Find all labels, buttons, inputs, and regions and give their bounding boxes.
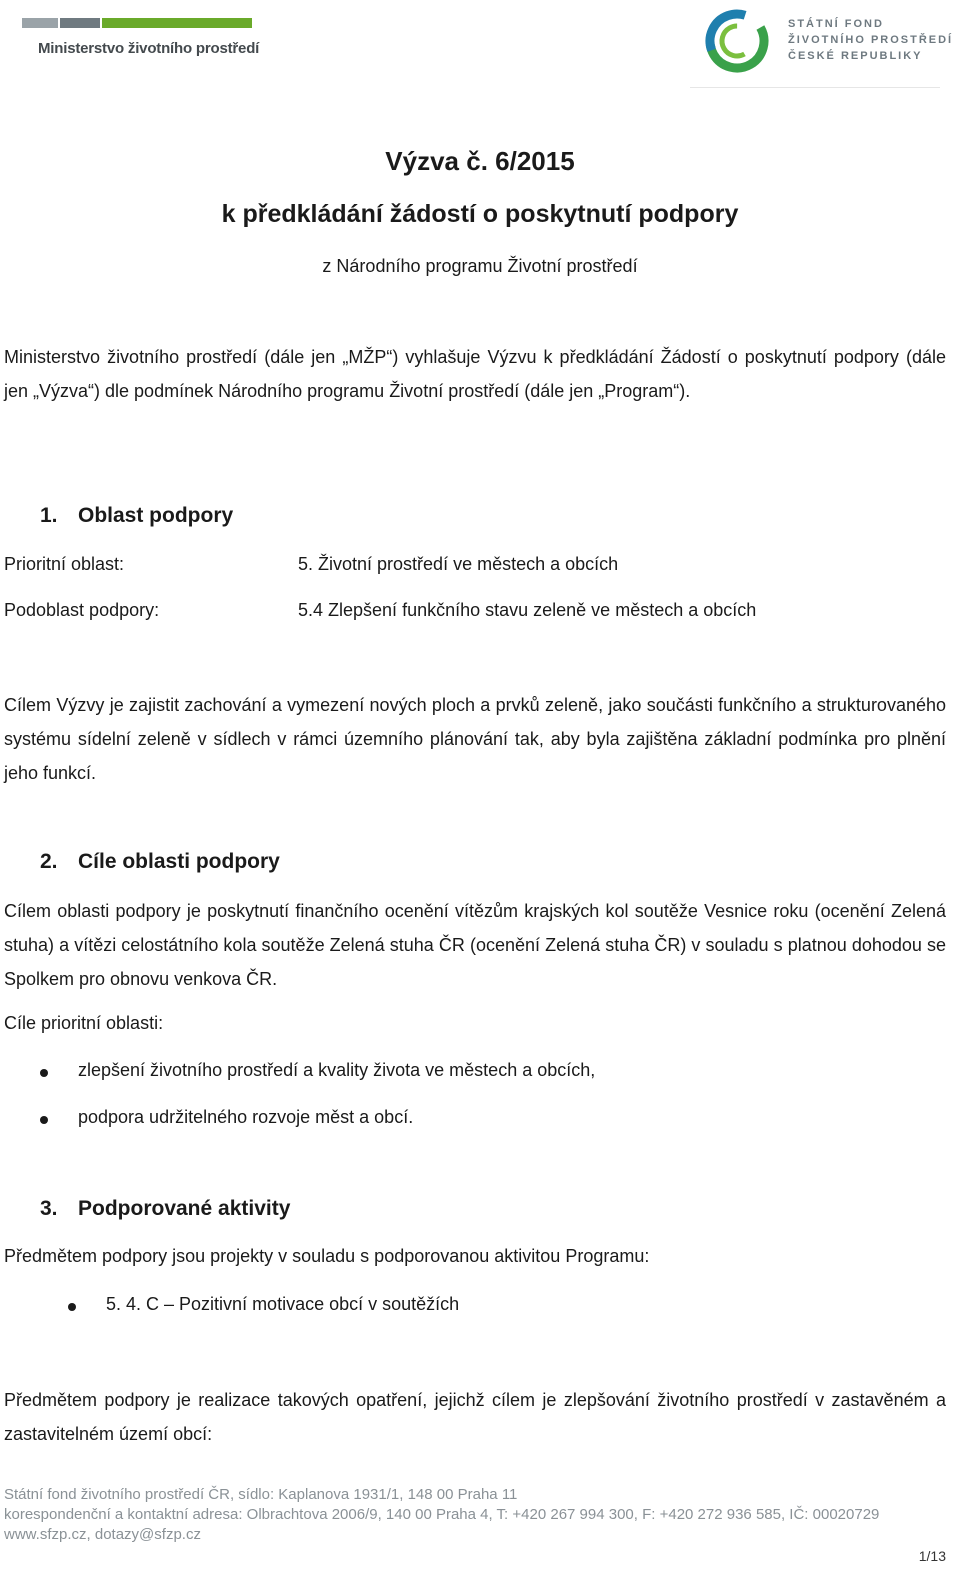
sfzp-logo-line: ČESKÉ REPUBLIKY	[788, 50, 923, 62]
logo-bar	[102, 18, 252, 28]
bullet-icon	[40, 1116, 48, 1124]
priority-goals-label: Cíle prioritní oblasti:	[4, 1013, 164, 1033]
section-number: 1.	[40, 504, 58, 527]
mzp-logo	[22, 18, 260, 68]
page-header	[0, 0, 960, 100]
section-heading-2	[40, 850, 280, 874]
priority-area-value: 5. Životní prostředí ve městech a obcích	[298, 554, 619, 574]
bullet-icon	[68, 1303, 76, 1311]
footer-web: www.sfzp.cz, dotazy@sfzp.cz	[4, 1526, 201, 1543]
document-title: Výzva č. 6/2015	[385, 146, 575, 176]
sfzp-logo	[690, 2, 954, 88]
section-heading-3	[40, 1197, 290, 1221]
sub-area-label: Podoblast podpory:	[4, 600, 160, 620]
footer-contact: korespondenční a kontaktní adresa: Olbrachtova 2006/9, 140 00 Praha 4, T: +420 267 994 300, F: +420 272 936 585, IČ: 00020729	[4, 1506, 880, 1523]
goal-paragraph: Cílem oblasti podpory je poskytnutí finančního ocenění vítězům krajských kol soutěže Vesnice roku (ocenění Zelená stuha) a vítězi celostátního kola soutěže Zelená stuha ČR (ocenění Zelená stuha ČR) v souladu s platnou dohodou se Spolkem pro obnovu venkova ČR.	[4, 901, 946, 989]
list-item-text: 5. 4. C – Pozitivní motivace obcí v soutěžích	[106, 1294, 460, 1314]
bullet-icon	[40, 1069, 48, 1077]
document-subtitle: k předkládání žádostí o poskytnutí podpory	[221, 200, 739, 228]
section-heading-1	[40, 504, 233, 528]
section-title: Cíle oblasti podpory	[78, 850, 280, 873]
section-number: 3.	[40, 1197, 58, 1220]
sfzp-logo-line: STÁTNÍ FOND	[788, 18, 884, 30]
priority-area-label: Prioritní oblast:	[4, 554, 125, 574]
sfzp-logo-icon	[704, 8, 770, 74]
section-title: Oblast podpory	[78, 504, 234, 527]
list-item-text: podpora udržitelného rozvoje měst a obcí.	[78, 1107, 414, 1127]
document-program: z Národního programu Životní prostředí	[322, 256, 638, 276]
footer-seat: Státní fond životního prostředí ČR, sídlo: Kaplanova 1931/1, 148 00 Praha 11	[4, 1486, 518, 1503]
page-footer	[4, 1485, 879, 1545]
activities-paragraph: Předmětem podpory je realizace takových opatření, jejichž cílem je zlepšování životního prostředí v zastavěném a zastavitelném území obcí:	[4, 1390, 946, 1444]
activities-intro: Předmětem podpory jsou projekty v souladu s podporovanou aktivitou Programu:	[4, 1246, 650, 1266]
sub-area-value: 5.4 Zlepšení funkčního stavu zeleně ve městech a obcích	[298, 600, 757, 620]
sfzp-logo-line: ŽIVOTNÍHO PROSTŘEDÍ	[788, 34, 954, 46]
sfzp-logo-text	[788, 16, 953, 64]
logo-bar	[60, 18, 100, 28]
section-number: 2.	[40, 850, 58, 873]
page-number: 1/13	[918, 1548, 946, 1564]
list-item-text: zlepšení životního prostředí a kvality života ve městech a obcích,	[78, 1060, 596, 1080]
aim-paragraph: Cílem Výzvy je zajistit zachování a vymezení nových ploch a prvků zeleně, jako součásti funkčního a strukturovaného systému sídelní zeleně v sídlech v rámci územního plánování tak, aby byla zajištěna základní podmínka pro plnění jeho funkcí.	[4, 695, 946, 783]
section-title: Podporované aktivity	[78, 1197, 291, 1220]
mzp-logo-text: Ministerstvo životního prostředí	[38, 40, 260, 57]
intro-paragraph: Ministerstvo životního prostředí (dále jen „MŽP“) vyhlašuje Výzvu k předkládání Žádostí o poskytnutí podpory (dále jen „Výzva“) dle podmínek Národního programu Životní prostředí (dále jen „Program“).	[4, 347, 946, 401]
logo-bar	[22, 18, 58, 28]
